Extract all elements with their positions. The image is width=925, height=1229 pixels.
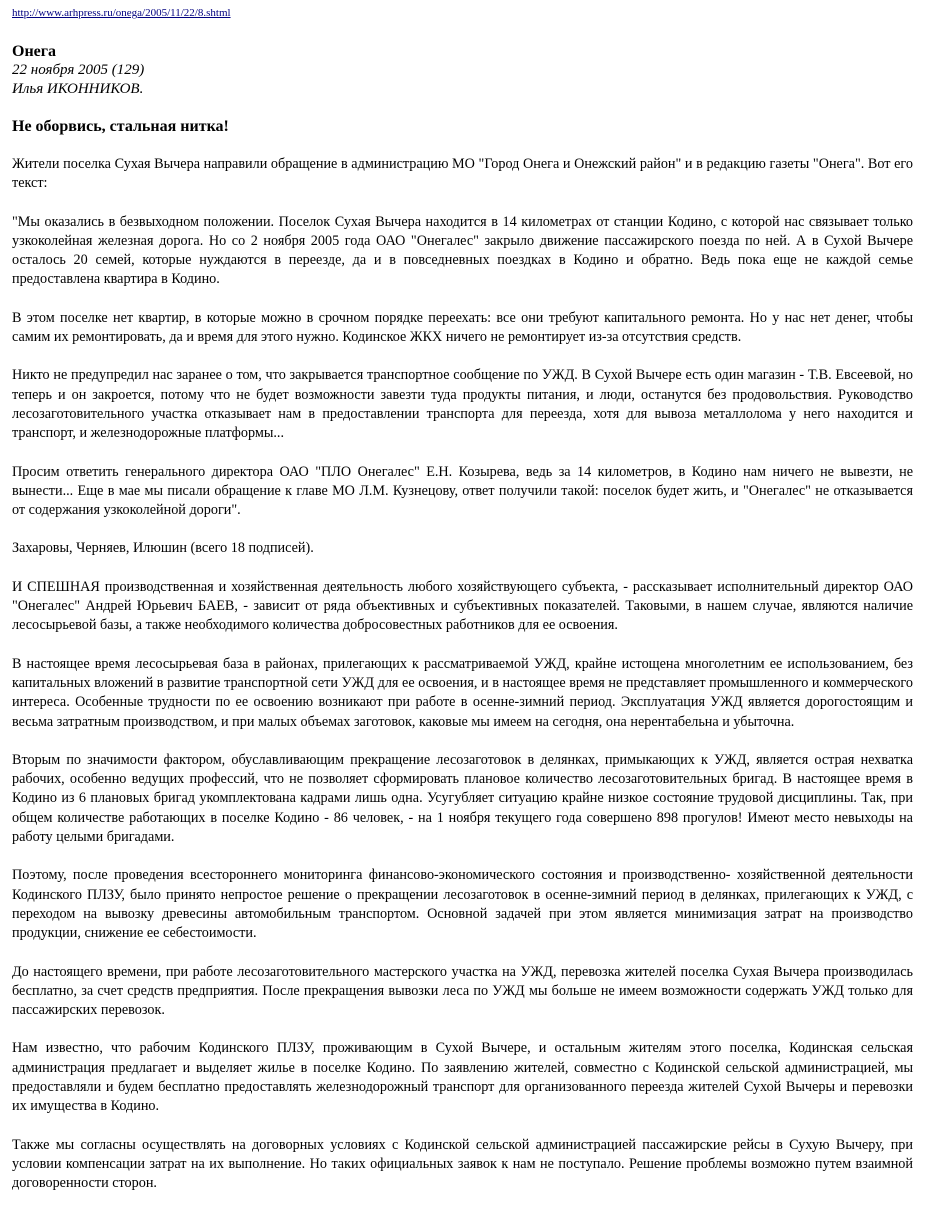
article-paragraph: Нам известно, что рабочим Кодинского ПЛЗУ, проживающим в Сухой Вычере, и остальным жителям этого поселка, Кодинская сельская администрация предлагает и выделяет жилье в поселке Кодино. По заявлению жителей, совместно с Кодинской сельской администрацией, мы предоставляли и будем бесплатно предоставлять железнодорожный транспорт для организованного переезда жителей Сухой Вычеры и перевозки их имущества в Кодино. [12, 1040, 913, 1115]
article-paragraph: В настоящее время лесосырьевая база в районах, прилегающих к рассматриваемой УЖД, крайне истощена многолетним ее использованием, без капитальных вложений в развитие транспортной сети УЖД для ее освоения, и в настоящее время не представляет промышленного и коммерческого интереса. Особенные трудности по ее освоению возникают при работе в осенне-зимний период. Эксплуатация УЖД является дорогостоящим и весьма затратным производством, и при малых объемах заготовок, каковые мы имеем на сегодня, она нерентабельна и убыточна. [12, 655, 913, 730]
article-paragraph: Вторым по значимости фактором, обуславливающим прекращение лесозаготовок в делянках, примыкающих к УЖД, является острая нехватка рабочих, особенно ведущих профессий, что не позволяет сформировать плановое количество лесозаготовительных бригад. В настоящее время в Кодино из 6 плановых бригад укомплектована кадрами лишь одна. Усугубляет ситуацию крайне низкое состояние трудовой дисциплины. Так, при общем количестве работающих в поселке Кодино - 86 человек, - на 1 ноября текущего года совершено 898 прогулов! Имеют место невыходы на работу целыми бригадами. [12, 751, 913, 846]
article-title: Не оборвись, стальная нитка! [12, 118, 229, 135]
article-paragraph: Также мы согласны осуществлять на договорных условиях с Кодинской сельской администрацией пассажирские рейсы в Сухую Вычеру, при условии компенсации затрат на их выполнение. Но таких официальных заявок к нам не поступало. Решение проблемы возможно путем взаимной договоренности сторон. [12, 1136, 913, 1192]
newspaper-name: Онега [12, 43, 57, 60]
article-paragraph: И СПЕШНАЯ производственная и хозяйственная деятельность любого хозяйствующего субъекта, - рассказывает исполнительный директор ОАО "Онегалес" Андрей Юрьевич БАЕВ, - зависит от ряда объективных и субъективных показателей. Таковыми, в нашем случае, являются наличие лесосырьевой базы, а также необходимого количества добросовестных работников для ее освоения. [12, 578, 913, 634]
article-paragraph: Поэтому, после проведения всестороннего мониторинга финансово-экономического состояния и производственно- хозяйственной деятельности Кодинского ПЛЗУ, было принято непростое решение о прекращении лесозаготовок в осенне-зимний период в делянках, прилегающих к УЖД, с переходом на вывозку древесины автомобильным транспортом. Основной задачей при этом является минимизация затрат на производство продукции, снижение ее себестоимости. [12, 867, 913, 942]
author-name: Илья ИКОННИКОВ. [12, 81, 144, 97]
issue-date: 22 ноября 2005 (129) [12, 62, 145, 78]
article-paragraph: Жители поселка Сухая Вычера направили обращение в администрацию МО "Город Онега и Онежский район" и в редакцию газеты "Онега". Вот его текст: [12, 156, 913, 192]
signatures-paragraph: Захаровы, Черняев, Илюшин (всего 18 подписей). [12, 540, 314, 557]
article-paragraph: В этом поселке нет квартир, в которые можно в срочном порядке переехать: все они требуют капитального ремонта. Но у нас нет денег, чтобы самим их ремонтировать, да и время для этого нужно. Кодинское ЖКХ ничего не ремонтирует из-за отсутствия средств. [12, 309, 913, 346]
article-paragraph: Просим ответить генерального директора ОАО "ПЛО Онегалес" Е.Н. Козырева, ведь за 14 километров, в Кодино нам ничего не вывезти, не вынести... Еще в мае мы писали обращение к главе МО Л.М. Кузнецову, ответ получили такой: поселок будет жить, и "Онегалес" не отказывается от содержания узкоколейной дороги". [12, 463, 913, 519]
article-paragraph: До настоящего времени, при работе лесозаготовительного мастерского участка на УЖД, перевозка жителей поселка Сухая Вычера производилась бесплатно, за счет средств предприятия. После прекращения вывозки леса по УЖД мы больше не имеем возможности содержать УЖД только для пассажирских перевозок. [12, 963, 913, 1019]
source-url-link[interactable]: http://www.arhpress.ru/onega/2005/11/22/8.shtml [12, 7, 231, 19]
article-paragraph: "Мы оказались в безвыходном положении. Поселок Сухая Вычера находится в 14 километрах от станции Кодино, с которой нас связывает только узкоколейная железная дорога. Но со 2 ноября 2005 года ОАО "Онегалес" закрыло движение пассажирского поезда по ней. А в Сухой Вычере осталось 20 семей, которые нуждаются в переезде, да и в повседневных поездках в Кодино и обратно. Ведь пока еще не каждой семье предоставлена квартира в Кодино. [12, 213, 913, 288]
article-paragraph: Никто не предупредил нас заранее о том, что закрывается транспортное сообщение по УЖД. В Сухой Вычере есть один магазин - Т.В. Евсеевой, но теперь и он закроется, потому что не будет возможности завезти туда продукты питания, и люди, останутся без продовольствия. Руководство лесозаготовительного участка отказывает нам в предоставлении транспорта для переезда, хотя для вывоза металлолома у него находится и транспорт, и железнодорожные платформы... [12, 367, 913, 442]
